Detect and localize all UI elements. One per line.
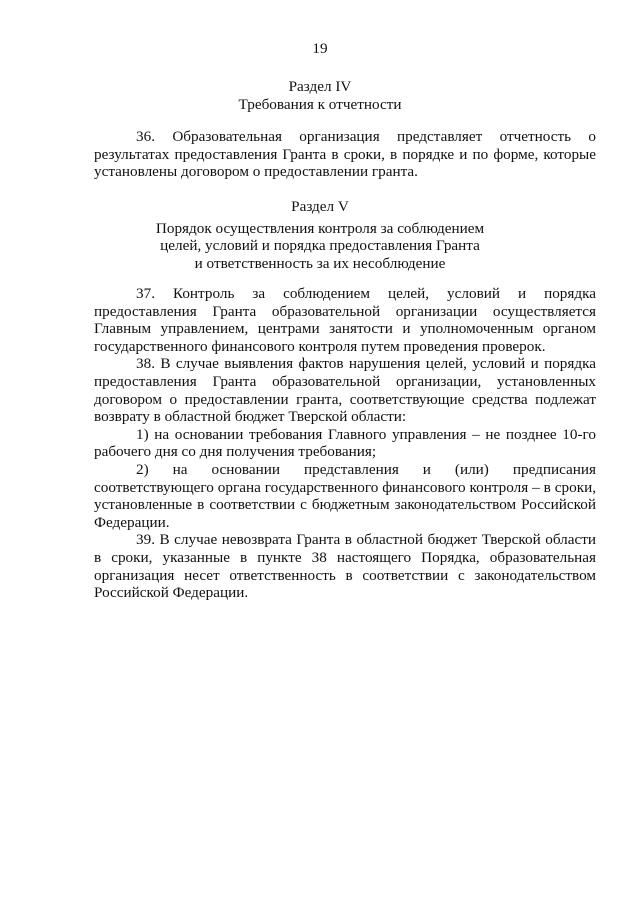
section-4-header xyxy=(0,78,640,113)
section-5-header xyxy=(0,198,640,272)
paragraph-39: 39. В случае невозврата Гранта в областной бюджет Тверской области в сроки, указанные в пункте 38 настоящего Порядка, образовательная организация несет ответственность в соответствии с законодательством Российской Федерации. xyxy=(94,531,596,602)
paragraph-38: 38. В случае выявления фактов нарушения целей, условий и порядка предоставления Гранта образовательной организации, установленных договором о предоставлении гранта, соответствующие средства подлежат возврату в областной бюджет Тверской области: xyxy=(94,355,596,426)
section-4-title: Требования к отчетности xyxy=(238,95,402,113)
section-5-title-line-2: целей, условий и порядка предоставления Гранта xyxy=(160,237,480,255)
section-4-heading: Раздел IV xyxy=(288,78,352,95)
section-5-body xyxy=(94,285,596,602)
section-5-title-line-3: и ответственность за их несоблюдение xyxy=(194,254,446,272)
section-5-heading: Раздел V xyxy=(291,198,349,215)
paragraph-38-item-1: 1) на основании требования Главного управления – не позднее 10-го рабочего дня со дня получения требования; xyxy=(94,425,596,461)
page-number: 19 xyxy=(312,40,328,57)
paragraph-37: 37. Контроль за соблюдением целей, условий и порядка предоставления Гранта образовательной организации осуществляется Главным управлением, центрами занятости и уполномоченным органом государственного финансового контроля путем проведения проверок. xyxy=(94,285,596,355)
section-4-body xyxy=(94,128,596,181)
paragraph-38-item-2: 2) на основании представления и (или) предписания соответствующего органа государственного финансового контроля – в сроки, установленные в соответствии с бюджетным законодательством Российской Федерации. xyxy=(94,460,596,531)
paragraph-36: 36. Образовательная организация представляет отчетность о результатах предоставления Гранта в сроки, в порядке и по форме, которые установлены договором о предоставлении гранта. xyxy=(94,128,596,181)
section-5-title-line-1: Порядок осуществления контроля за соблюдением xyxy=(155,219,485,237)
